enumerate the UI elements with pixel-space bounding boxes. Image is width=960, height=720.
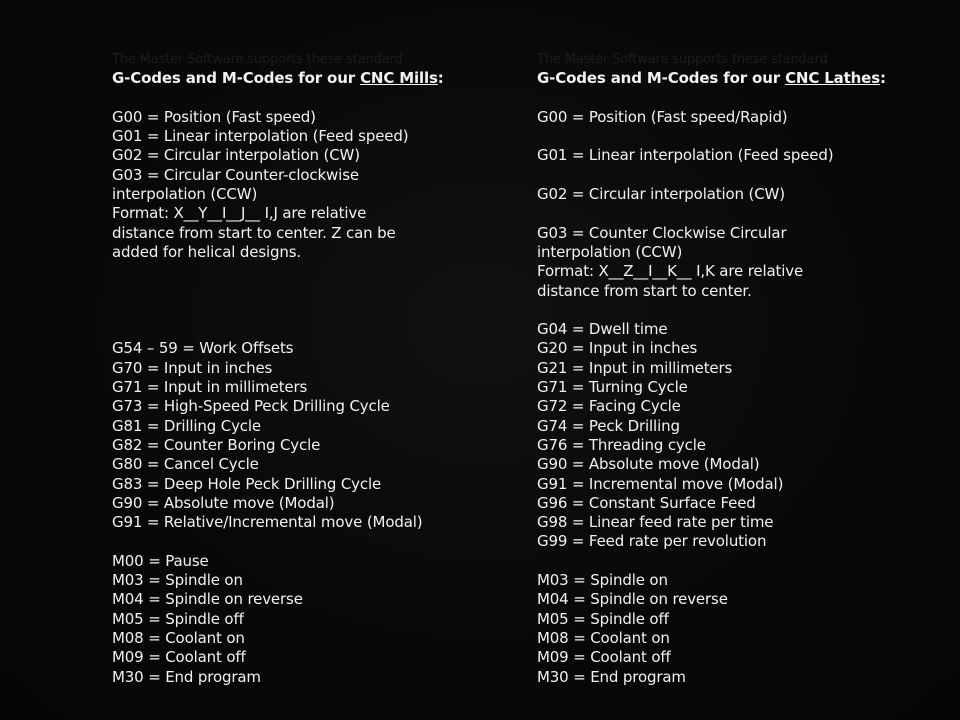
code-line: G72 = Facing Cycle xyxy=(537,397,681,416)
code-line: G76 = Threading cycle xyxy=(537,435,706,454)
lathe-heading xyxy=(537,69,886,88)
mill-heading-suffix: : xyxy=(437,69,444,88)
code-line: G96 = Constant Surface Feed xyxy=(537,493,756,512)
code-line: G04 = Dwell time xyxy=(537,320,668,339)
code-line: added for helical designs. xyxy=(112,242,302,261)
code-line: M08 = Coolant on xyxy=(112,628,245,647)
code-line: M03 = Spindle on xyxy=(112,571,243,590)
mill-code-list xyxy=(112,89,432,687)
code-line: distance from start to center. Z can be xyxy=(112,223,396,242)
code-line: G82 = Counter Boring Cycle xyxy=(112,435,321,454)
code-line: G00 = Position (Fast speed) xyxy=(112,107,316,126)
blank-line xyxy=(537,552,842,571)
code-line: M04 = Spindle on reverse xyxy=(537,590,728,609)
code-line: M09 = Coolant off xyxy=(112,648,246,667)
code-line: G90 = Absolute move (Modal) xyxy=(537,455,760,474)
lathe-codes-column xyxy=(537,50,886,687)
code-line: G02 = Circular interpolation (CW) xyxy=(537,185,785,204)
code-line: G80 = Cancel Cycle xyxy=(112,455,259,474)
mill-heading-prefix: G-Codes and M-Codes for our xyxy=(112,69,361,88)
code-line: G01 = Linear interpolation (Feed speed) xyxy=(112,127,409,146)
blank-line xyxy=(112,282,432,301)
blank-line xyxy=(537,89,842,108)
code-line: M08 = Coolant on xyxy=(537,628,670,647)
code-line: M05 = Spindle off xyxy=(112,609,244,628)
code-line: G71 = Input in millimeters xyxy=(112,378,308,397)
code-line: interpolation (CCW) xyxy=(112,185,258,204)
mill-intro-text: The Master Software supports these standard xyxy=(112,52,403,67)
blank-line xyxy=(112,532,432,551)
blank-line xyxy=(112,89,432,108)
code-line: M30 = End program xyxy=(537,667,686,686)
code-line: G90 = Absolute move (Modal) xyxy=(112,493,335,512)
lathe-heading-prefix: G-Codes and M-Codes for our xyxy=(537,69,786,88)
code-line: distance from start to center. xyxy=(537,281,752,300)
blank-line xyxy=(112,301,432,320)
code-line: M05 = Spindle off xyxy=(537,609,669,628)
code-line: G20 = Input in inches xyxy=(537,339,698,358)
code-line: G54 – 59 = Work Offsets xyxy=(112,339,294,358)
blank-line xyxy=(537,166,842,185)
code-line: Format: X__Z__I__K__ I,K are relative xyxy=(537,262,804,281)
code-line: M03 = Spindle on xyxy=(537,571,668,590)
code-line: G81 = Drilling Cycle xyxy=(112,416,261,435)
code-line: G70 = Input in inches xyxy=(112,358,273,377)
code-line: G71 = Turning Cycle xyxy=(537,378,688,397)
mill-heading xyxy=(112,69,444,88)
blank-line xyxy=(112,262,432,281)
lathe-code-list xyxy=(537,89,842,687)
code-line: G03 = Counter Clockwise Circular xyxy=(537,223,787,242)
code-line: G03 = Circular Counter-clockwise xyxy=(112,165,359,184)
code-line: M09 = Coolant off xyxy=(537,648,671,667)
code-line: G98 = Linear feed rate per time xyxy=(537,513,774,532)
code-line: G83 = Deep Hole Peck Drilling Cycle xyxy=(112,474,382,493)
code-line: interpolation (CCW) xyxy=(537,242,683,261)
mill-codes-column xyxy=(112,50,444,687)
code-line: M00 = Pause xyxy=(112,551,209,570)
code-line: G91 = Relative/Incremental move (Modal) xyxy=(112,513,423,532)
blank-line xyxy=(537,127,842,146)
code-line: G00 = Position (Fast speed/Rapid) xyxy=(537,107,788,126)
code-line: M30 = End program xyxy=(112,667,261,686)
code-line: M04 = Spindle on reverse xyxy=(112,590,303,609)
code-line: G74 = Peck Drilling xyxy=(537,416,680,435)
code-line: G01 = Linear interpolation (Feed speed) xyxy=(537,146,834,165)
blank-line xyxy=(112,320,432,339)
lathe-heading-machine: CNC Lathes xyxy=(785,69,880,88)
code-line: G91 = Incremental move (Modal) xyxy=(537,474,784,493)
blank-line xyxy=(537,204,842,223)
blank-line xyxy=(537,301,842,320)
code-line: G73 = High-Speed Peck Drilling Cycle xyxy=(112,397,390,416)
code-line: G21 = Input in millimeters xyxy=(537,358,733,377)
code-line: G99 = Feed rate per revolution xyxy=(537,532,767,551)
lathe-intro-text: The Master Software supports these standard xyxy=(537,52,828,67)
lathe-heading-suffix: : xyxy=(880,69,886,88)
mill-heading-machine: CNC Mills xyxy=(360,69,438,88)
code-line: Format: X__Y__I__J__ I,J are relative xyxy=(112,204,367,223)
code-line: G02 = Circular interpolation (CW) xyxy=(112,146,360,165)
